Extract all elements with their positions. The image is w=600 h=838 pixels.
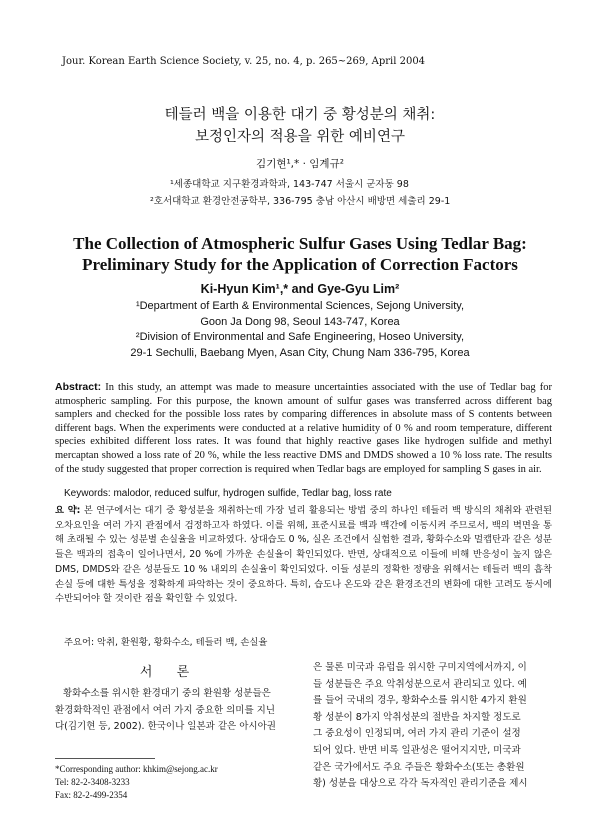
body-column-right — [313, 660, 553, 793]
footnote-divider — [55, 758, 155, 759]
footnote-line: Fax: 82-2-499-2354 — [55, 790, 128, 800]
korean-keywords: 주요어: 악취, 환원황, 황화수소, 테들러 백, 손실율 — [64, 637, 268, 648]
korean-affiliation-2: ²호서대학교 환경안전공학부, 336-795 충남 아산시 배방면 세출리 29-1 — [150, 196, 451, 207]
korean-abstract-label: 요 약: — [55, 505, 81, 516]
korean-abstract — [55, 504, 552, 607]
body-line: 다(김기현 등, 2002). 한국이나 일본과 같은 아시아권 — [55, 721, 276, 733]
journal-citation: Jour. Korean Earth Science Society, v. 25, no. 4, p. 265~269, April 2004 — [62, 56, 426, 67]
body-line: 되어 있다. 반면 비록 일관성은 떨어지지만, 미국과 — [313, 744, 521, 756]
footnote-line: *Corresponding author: khkim@sejong.ac.kr — [55, 764, 218, 774]
english-keywords: Keywords: malodor, reduced sulfur, hydrogen sulfide, Tedlar bag, loss rate — [64, 488, 392, 499]
abstract-text: In this study, an attempt was made to measure uncertainties associated with the use of Tedlar bag for atmospheric sampling. For this purpose, the known amount of sulfur gases was transferred across different bag samplers and checked for the possible loss rates by comparing differences in absolute mass of S contents between different bags. When the experiments were conducted at a relative humidity of 0 % and room temperature, different species exhibited different loss rates. It was found that highly reactive gases like hydrogen sulfide and methyl mercaptan showed a loss rate of 20 %, while the less reactive DMS and DMDS showed a 10 % loss rate. The results of the study suggested that proper correction is required when Tedlar bags are employed for sampling S gases in air. — [55, 382, 553, 475]
body-line: 황) 성분을 대상으로 각각 독자적인 관리기준을 제시 — [313, 778, 528, 790]
english-authors: Ki-Hyun Kim¹,* and Gye-Gyu Lim² — [200, 282, 400, 296]
body-line: 은 물론 미국과 유럽을 위시한 구미지역에서까지, 이 — [313, 662, 527, 673]
section-title: 서 론 — [139, 665, 200, 680]
affiliation-line: 29-1 Sechulli, Baebang Myen, Asan City, Chung Nam 336-795, Korea — [130, 346, 470, 359]
body-line: 들 성분들은 주요 악취성분으로서 관리되고 있다. 예 — [313, 678, 527, 690]
body-line: 를 들어 국내의 경우, 황화수소를 위시한 4가지 환원 — [313, 695, 527, 707]
body-line: 환경화학적인 관점에서 여러 가지 중요한 의미를 지닌 — [55, 704, 276, 716]
english-affiliations — [0, 299, 600, 361]
english-title-line2: Preliminary Study for the Application of Correction Factors — [82, 255, 518, 274]
korean-title-line1: 테들러 백을 이용한 대기 중 황성분의 채취: — [164, 107, 436, 123]
abstract-label: Abstract: — [55, 381, 102, 393]
korean-title-line2: 보정인자의 적용을 위한 예비연구 — [195, 129, 405, 145]
footnote-line: Tel: 82-2-3408-3233 — [55, 777, 130, 787]
body-line: 그 중요성이 인정되며, 여러 가지 관리 기준이 설정 — [313, 728, 521, 740]
body-line: 황화수소를 위시한 환경대기 중의 환원황 성분들은 — [63, 688, 271, 699]
body-line: 같은 국가에서도 주요 주들은 황화수소(또는 총환원 — [313, 761, 525, 773]
affiliation-line: ¹Department of Earth & Environmental Sciences, Sejong University, — [135, 300, 465, 312]
footnote — [55, 763, 218, 802]
body-line: 황 성분이 8가지 악취성분의 절반을 차지할 정도로 — [313, 711, 521, 723]
korean-authors: 김기현¹,* · 임계규² — [256, 158, 344, 170]
abstract — [55, 381, 552, 476]
english-title-line1: The Collection of Atmospheric Sulfur Gases Using Tedlar Bag: — [73, 234, 527, 253]
affiliation-line: Goon Ja Dong 98, Seoul 143-747, Korea — [200, 315, 400, 328]
korean-abstract-text: 본 연구에서는 대기 중 황성분을 채취하는데 가장 널리 활용되는 방법 중의 하나인 테들러 백 방식의 채취와 관련된 오차요인을 여러 가지 관점에서 검정하고자 하였다. 이를 위해, 표준시료를 백과 백간에 이동시켜 주므로서, 백의 벽면을 통해 초래될 수 있는 성분별 손실율을 비교하였다. 상대습도 0 %, 실온 조건에서 실험한 결과, 황화수소와 멀캡탄과 같은 성분들은 백과의 접촉이 일어나면서, 20 %에 가까운 손실율이 확인되었다. 반면, 상대적으로 이들에 비해 반응성이 높지 않은 DMS, DMDS와 같은 성분들도 10 % 내외의 손실율이 확인되었다. 이들 성분의 정확한 정량을 위해서는 테들러 백의 흡착손실 등에 대한 특성을 정확하게 파악하는 것이 중요하다. 특히, 습도나 온도와 같은 환경조건의 변화에 대한 고려도 동시에 수반되어야 할 것이란 점을 확인할 수 있었다. — [55, 505, 552, 605]
body-column-left — [55, 686, 293, 736]
korean-affiliation-1: ¹세종대학교 지구환경과학과, 143-747 서울시 군자동 98 — [170, 179, 409, 190]
affiliation-line: ²Division of Environmental and Safe Engineering, Hoseo University, — [135, 331, 465, 343]
